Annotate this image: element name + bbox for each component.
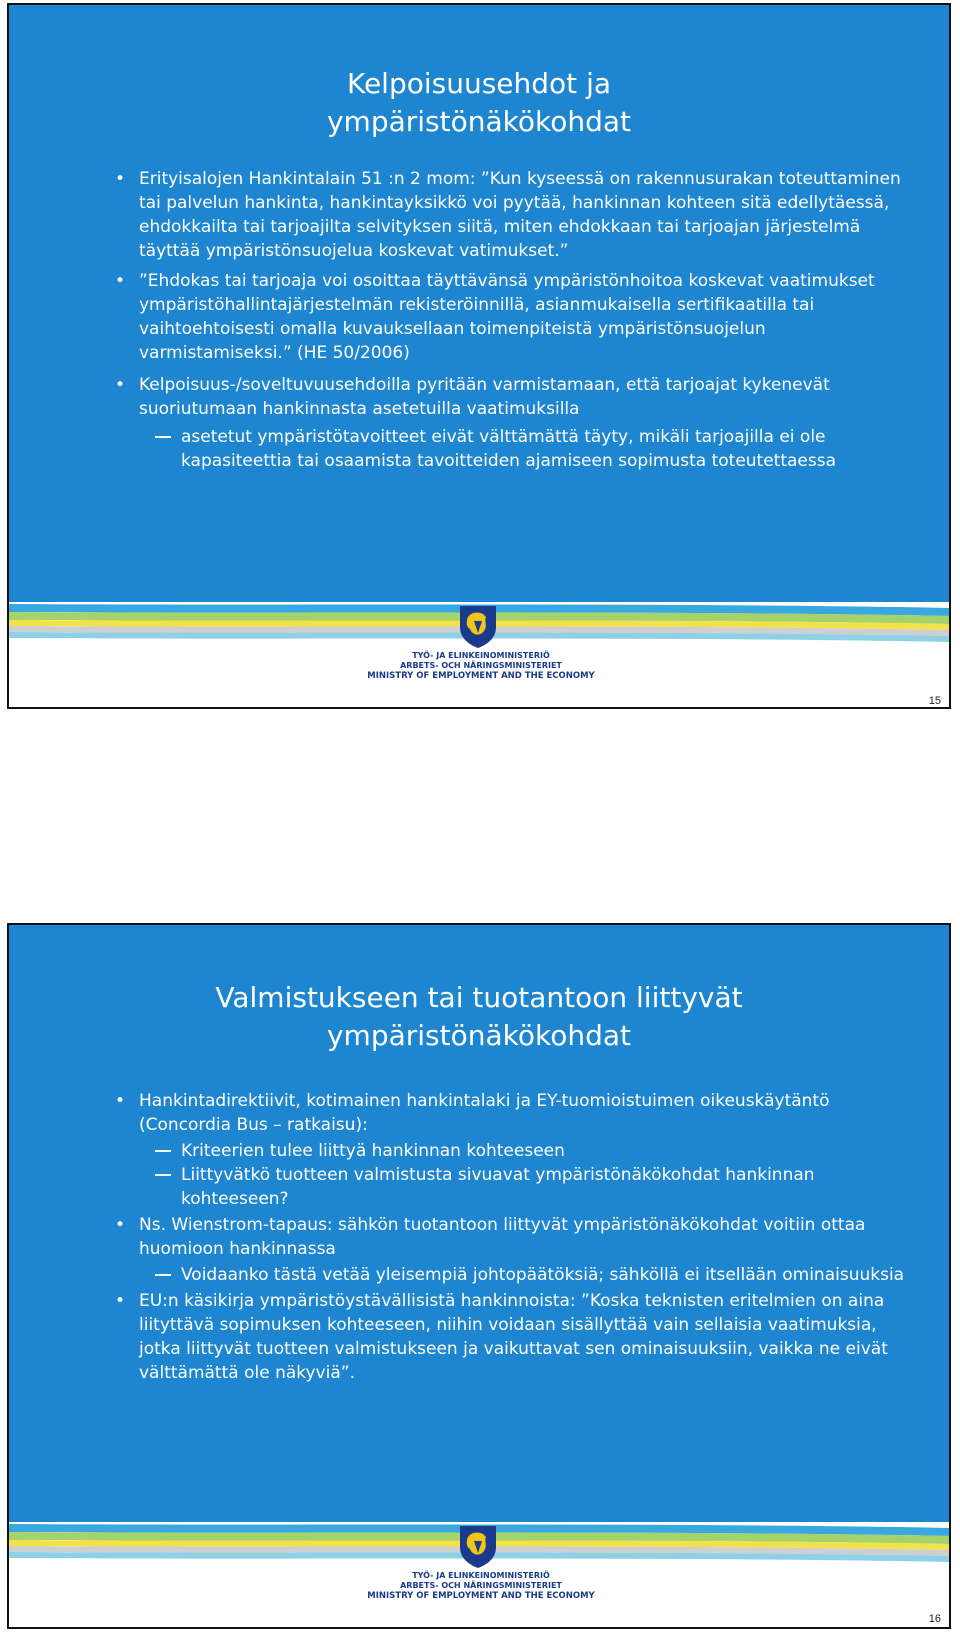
sub-bullet-text: asetetut ympäristötavoitteet eivät välttämättä täyty, mikäli tarjoajilla ei ole kapasiteettia tai osaamista tavoitteiden ajamiseen sopimusta toteutettaessa [181, 427, 837, 471]
bullet-item [9, 1213, 949, 1261]
dash-marker [155, 1174, 171, 1176]
bullet-text: Erityisalojen Hankintalain 51 :n 2 mom: ”Kun kyseessä on rakennusurakan toteuttaminen tai palvelun hankinta, hankintayksikkö voi pyytää, hankinnan kohteen sitä edellytäessä, ehdokkailta tai tarjoajilta selvityksen siitä, miten ehdokkaan tai tarjoajan järjestelmä täyttää ympäristönsuojelua koskevat vatimukset.” [139, 169, 901, 261]
slide-15 [7, 3, 951, 709]
slide-title [9, 979, 949, 1055]
ministry-name [361, 651, 601, 681]
finnish-lion-crest-icon [456, 603, 500, 649]
page-number: 15 [928, 695, 941, 707]
bullet-dot: • [115, 1091, 126, 1111]
slide-body [9, 1089, 949, 1385]
slide-title-line: Kelpoisuusehdot ja [346, 67, 612, 100]
slide-16 [7, 923, 951, 1629]
bullet-item [9, 1089, 949, 1137]
bullet-text: EU:n käsikirja ympäristöystävällisistä hankinnoista: ”Koska teknisten eritelmien on aina liityttävä sopimuksen kohteeseen, niihin voidaan sisällyttää vain sellaisia vaatimuksia, jotka liittyvät tuotteen valmistukseen ja vaikuttavat sen ominaisuuksiin, vaikka ne eivät välttämättä ole näkyviä”. [139, 1291, 888, 1383]
ministry-name-fi: TYÖ- JA ELINKEINOMINISTERIÖ [412, 651, 550, 660]
bullet-text: Hankintadirektiivit, kotimainen hankintalaki ja EY-tuomioistuimen oikeuskäytäntö (Concordia Bus – ratkaisu): [139, 1091, 830, 1135]
bullet-item [9, 269, 949, 365]
slide-title [9, 65, 949, 141]
slide-title-line: Valmistukseen tai tuotantoon liittyvät [215, 981, 743, 1014]
slide-body [9, 167, 949, 473]
sub-bullet-text: Voidaanko tästä vetää yleisempiä johtopäätöksiä; sähköllä ei itsellään ominaisuuksia [181, 1265, 905, 1285]
slide-title-line: ympäristönäkökohdat [326, 1019, 632, 1052]
slide-background [9, 925, 949, 1522]
slide-background [9, 5, 949, 602]
bullet-item [9, 373, 949, 421]
bullet-dot: • [115, 375, 126, 395]
dash-marker [155, 1274, 171, 1276]
bullet-text: Kelpoisuus-/soveltuvuusehdoilla pyritään varmistamaan, että tarjoajat kykenevät suoriutumaan hankinnasta asetetuilla vaatimuksilla [139, 375, 830, 419]
sub-bullet-text: Kriteerien tulee liittyä hankinnan kohteeseen [181, 1141, 565, 1161]
bullet-item [9, 167, 949, 263]
sub-bullet-item [9, 425, 949, 473]
sub-bullet-text: Liittyvätkö tuotteen valmistusta sivuavat ympäristönäkökohdat hankinnan kohteeseen? [181, 1165, 815, 1209]
dash-marker [155, 436, 171, 438]
page-number: 16 [928, 1613, 941, 1625]
bullet-text: ”Ehdokas tai tarjoaja voi osoittaa täyttävänsä ympäristönhoitoa koskevat vaatimukset ympäristöhallintajärjestelmän rekisteröinnillä, asianmukaisella sertifikaatilla tai vaihtoehtoisesti omalla kuvauksellaan toimenpiteistä ympäristönsuojelun varmistamiseksi.” (HE 50/2006) [139, 271, 875, 363]
ministry-name-en: MINISTRY OF EMPLOYMENT AND THE ECONOMY [367, 671, 595, 681]
bullet-dot: • [115, 1215, 126, 1235]
bullet-dot: • [115, 271, 126, 291]
bullet-dot: • [115, 169, 126, 189]
ministry-name-fi: TYÖ- JA ELINKEINOMINISTERIÖ [412, 1571, 550, 1580]
sub-bullet-item [9, 1163, 949, 1211]
finnish-lion-crest-icon [456, 1523, 500, 1569]
ministry-name-sv: ARBETS- OCH NÄRINGSMINISTERIET [400, 1581, 562, 1590]
ministry-name-sv: ARBETS- OCH NÄRINGSMINISTERIET [400, 661, 562, 670]
sub-bullet-item [9, 1139, 949, 1163]
slide-title-line: ympäristönäkökohdat [326, 105, 632, 138]
bullet-item [9, 1289, 949, 1385]
sub-bullet-item [9, 1263, 949, 1287]
bullet-dot: • [115, 1291, 126, 1311]
ministry-name-en: MINISTRY OF EMPLOYMENT AND THE ECONOMY [367, 1591, 595, 1601]
dash-marker [155, 1150, 171, 1152]
bullet-text: Ns. Wienstrom-tapaus: sähkön tuotantoon liittyvät ympäristönäkökohdat voitiin ottaa huomioon hankinnassa [139, 1215, 866, 1259]
ministry-name [361, 1571, 601, 1601]
